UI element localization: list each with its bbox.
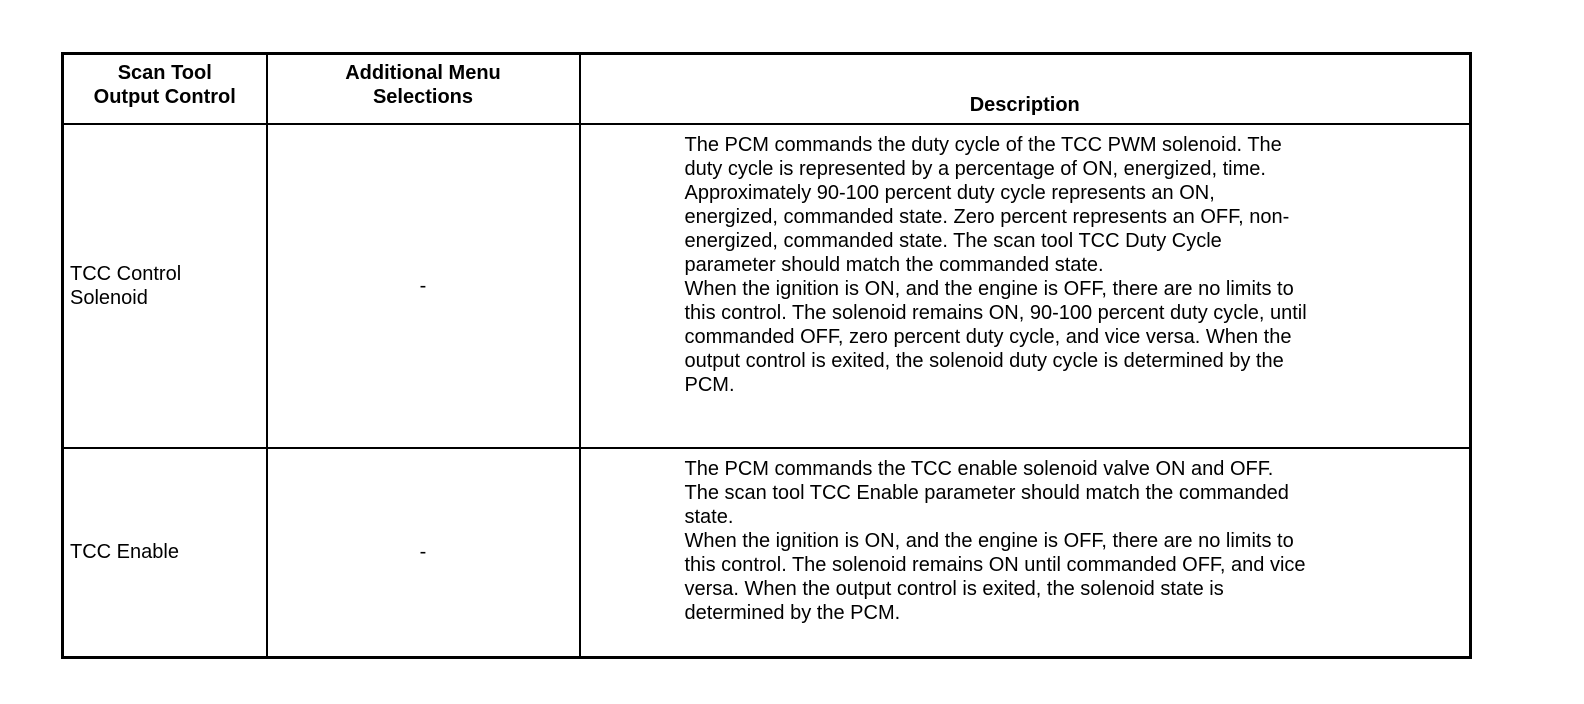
cell-menu-selection: - — [267, 124, 580, 448]
description-line: When the ignition is ON, and the engine is OFF, there are no limits to — [684, 529, 1294, 552]
cell-menu-selection: - — [267, 448, 580, 658]
description-line: this control. The solenoid remains ON, 90-100 percent duty cycle, until — [684, 301, 1307, 324]
header-description — [580, 54, 1471, 124]
table-row — [63, 124, 1471, 448]
description-line: parameter should match the commanded state. — [684, 253, 1104, 276]
description-line: this control. The solenoid remains ON until commanded OFF, and vice — [684, 553, 1306, 576]
description-line: The PCM commands the TCC enable solenoid valve ON and OFF. — [684, 457, 1274, 480]
description-line: output control is exited, the solenoid duty cycle is determined by the — [684, 349, 1284, 372]
header-description-label: Description — [969, 93, 1080, 116]
output-control-table — [61, 52, 1472, 659]
description-line: The scan tool TCC Enable parameter should match the commanded — [684, 481, 1289, 504]
table-header-row — [63, 54, 1471, 124]
control-line: TCC Enable — [70, 541, 179, 564]
description-line: energized, commanded state. Zero percent represents an OFF, non- — [684, 205, 1290, 228]
header-control-line-2: Output Control — [93, 86, 236, 108]
description-line: The PCM commands the duty cycle of the TCC PWM solenoid. The — [684, 133, 1282, 156]
description-line: Approximately 90-100 percent duty cycle represents an ON, — [684, 181, 1215, 204]
control-line: Solenoid — [70, 286, 148, 309]
description-line: energized, commanded state. The scan tool TCC Duty Cycle — [684, 229, 1222, 252]
header-scan-tool-output-control — [63, 54, 267, 124]
cell-description — [580, 448, 1471, 658]
header-menu-line-1: Additional Menu — [345, 62, 501, 84]
description-line: PCM. — [684, 373, 735, 396]
cell-description — [580, 124, 1471, 448]
description-line: state. — [684, 505, 734, 528]
header-additional-menu-selections — [267, 54, 580, 124]
description-line: versa. When the output control is exited, the solenoid state is — [684, 577, 1224, 600]
header-control-line-1: Scan Tool — [117, 62, 212, 84]
description-line: duty cycle is represented by a percentage of ON, energized, time. — [684, 157, 1266, 180]
cell-output-control — [63, 124, 267, 448]
description-line: When the ignition is ON, and the engine is OFF, there are no limits to — [684, 277, 1294, 300]
control-line: TCC Control — [70, 262, 182, 285]
cell-output-control — [63, 448, 267, 658]
header-menu-line-2: Selections — [372, 86, 474, 108]
description-line: determined by the PCM. — [684, 601, 901, 624]
table-row — [63, 448, 1471, 658]
description-line: commanded OFF, zero percent duty cycle, and vice versa. When the — [684, 325, 1292, 348]
